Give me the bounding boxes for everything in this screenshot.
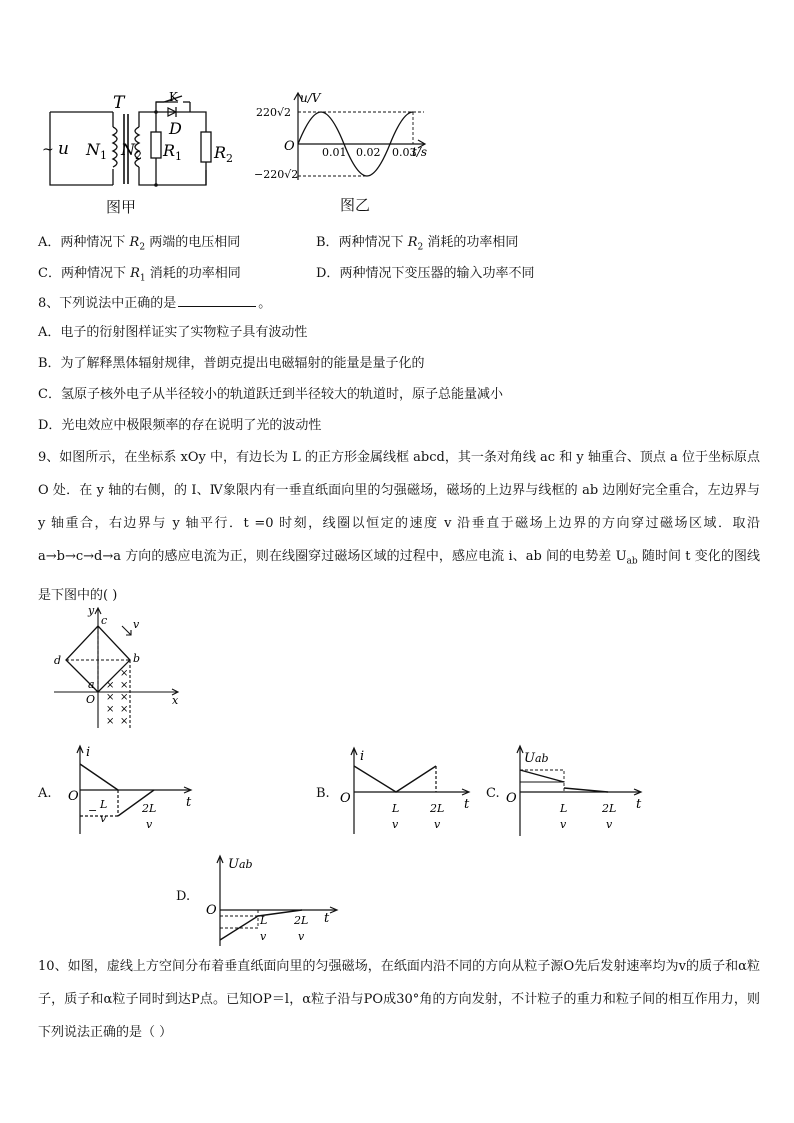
var-sub: 2 (417, 242, 424, 253)
tick-v: v (260, 930, 267, 943)
option-letter: A． (38, 235, 61, 250)
option-text: 两种情况下 (60, 235, 130, 250)
tick-L: L (392, 802, 400, 815)
svg-text:R2 (213, 143, 233, 165)
var-R: R (130, 266, 140, 281)
tick-2L: 2L (602, 802, 617, 815)
label-N2: N (121, 140, 135, 159)
label-y: y (88, 604, 95, 617)
option-letter: C． (38, 266, 61, 281)
label-d: d (54, 654, 62, 667)
q8-option-b[interactable]: B．为了解释黑体辐射规律，普朗克提出电磁辐射的能量是量子化的 (38, 356, 425, 371)
minus-sign: − (88, 804, 98, 817)
label-N1: N (86, 140, 100, 159)
axis-i-label: i (86, 745, 91, 760)
graph-option-b (334, 744, 474, 836)
ymin-label: −220√2 (254, 168, 299, 181)
q9-option-a-label[interactable]: A. (38, 786, 52, 801)
axis-t-label: t/s (412, 145, 428, 159)
tick-v: v (298, 930, 305, 943)
label-K: K (169, 92, 178, 104)
option-text: 两端的电压相同 (145, 235, 241, 250)
tick-L: L (100, 798, 108, 811)
origin-label: O (68, 789, 79, 804)
label-c: c (101, 614, 108, 627)
option-text: 两种情况下 (60, 266, 131, 281)
option-letter: B． (316, 235, 339, 250)
q8-stem-text: 8、下列说法中正确的是 (38, 296, 177, 311)
axis-u-label: u/V (300, 91, 321, 105)
figure-caption-yi: 图乙 (340, 196, 371, 214)
label-u: u (58, 139, 69, 159)
var-sub: 2 (139, 242, 146, 253)
axis-t-label: t (324, 911, 330, 926)
option-text: 两种情况下变压器的输入功率不同 (339, 266, 535, 281)
var-R: R (129, 235, 140, 250)
q8-option-d[interactable]: D．光电效应中极限频率的存在说明了光的波动性 (38, 418, 322, 433)
magnetic-field-crosses (106, 668, 128, 727)
tick-v: v (100, 812, 107, 825)
tick-001: 0.01 (322, 146, 347, 159)
label-N2-sub: 2 (135, 149, 142, 162)
label-O: O (86, 693, 96, 706)
label-N1-sub: 1 (100, 149, 107, 162)
svg-text:Uab (524, 751, 549, 766)
axis-uab-sub: ab (534, 752, 549, 765)
option-letter: D． (316, 266, 340, 281)
q9-stem-text: 9、如图所示，在坐标系 xOy 中，有边长为 L 的正方形金属线框 abcd，其一条对角线 ac 和 y 轴重合、顶点 a 位于坐标原点 O 处．在 y 轴的右侧，的 I、Ⅳ象限内有一垂直纸面向里的匀强磁场，磁场的上边界与线框的 ab 边刚好完全重合，左边界与 y 轴重合，右边界与 y 轴平行．t =0 时刻，线圈以恒定的速度 v 沿垂直于磁场上边界的方向穿过磁场区域．取沿 a→b→c→d→a 方向的感应电流为正，则在线圈穿过磁场区域的过程中，感应电流 i、ab 间的电势差 U (38, 450, 760, 564)
field-cross: × (120, 704, 129, 715)
tick-v: v (606, 818, 613, 831)
graph-option-a (60, 742, 200, 837)
tick-v: v (146, 818, 153, 831)
field-cross: × (120, 692, 129, 703)
field-cross: × (120, 668, 129, 679)
tick-v: v (392, 818, 399, 831)
q9-stem-text-end: 随时间 t 变化的图线是下图中的( ) (38, 549, 760, 603)
tick-L: L (560, 802, 568, 815)
axis-t-label: t (636, 797, 642, 812)
label-v: v (133, 618, 140, 631)
graph-option-d (198, 852, 343, 948)
tick-v: v (560, 818, 567, 831)
tick-003: 0.03 (392, 146, 417, 159)
label-R1-sub: 1 (175, 150, 183, 163)
q9-stem (38, 441, 760, 612)
label-R2-sub: 2 (226, 152, 234, 165)
axis-t-label: t (186, 795, 192, 810)
tick-2L: 2L (142, 802, 157, 815)
svg-text:N1 (85, 140, 107, 162)
answer-blank[interactable] (178, 294, 256, 307)
q8-option-c[interactable]: C．氢原子核外电子从半径较小的轨道跃迁到半径较大的轨道时，原子总能量减小 (38, 387, 503, 402)
q9-stem-sub: ab (626, 556, 638, 567)
option-text: 消耗的功率相同 (145, 266, 241, 281)
var-R: R (407, 235, 418, 250)
q8-option-a[interactable]: A．电子的衍射图样证实了实物粒子具有波动性 (38, 325, 308, 340)
q7-option-b[interactable] (316, 231, 518, 253)
q9-option-d-label[interactable]: D. (176, 889, 191, 904)
tick-2L: 2L (294, 914, 309, 927)
q9-coordinate-figure (44, 604, 184, 730)
label-T: T (113, 93, 125, 113)
axis-uab-label: U (228, 857, 239, 872)
q10-stem: 10、如图，虚线上方空间分布着垂直纸面向里的匀强磁场，在纸面内沿不同的方向从粒子源O先后发射速率均为v的质子和α粒子，质子和α粒子同时到达P点。已知OP＝l，α粒子沿与PO成30°角的方向发射，不计粒子的重力和粒子间的相互作用力，则下列说法正确的是（ ） (38, 959, 760, 1040)
label-R2: R (214, 143, 227, 162)
label-R1: R (163, 141, 176, 160)
figure-caption-jia: 图甲 (106, 198, 137, 216)
label-x: x (172, 694, 179, 707)
field-cross: × (120, 716, 129, 727)
label-D: D (169, 119, 182, 138)
field-cross: × (106, 704, 115, 715)
origin-label: O (284, 139, 295, 154)
q8-stem-end: 。 (258, 296, 272, 311)
q7-option-a[interactable] (38, 231, 240, 253)
label-a: a (88, 678, 95, 691)
option-text: 两种情况下 (338, 235, 408, 250)
sine-graph-yi (254, 90, 434, 182)
tick-002: 0.02 (356, 146, 381, 159)
origin-label: O (206, 903, 217, 918)
field-cross: × (106, 716, 115, 727)
svg-text:R1 (162, 141, 182, 163)
label-b: b (133, 652, 141, 665)
ymax-label: 220√2 (256, 106, 292, 119)
axis-t-label: t (464, 797, 470, 812)
q9-option-b-label[interactable]: B. (316, 786, 330, 801)
ac-tilde: ~ (42, 142, 54, 158)
axis-uab-sub: ab (238, 858, 253, 871)
tick-L: L (260, 914, 268, 927)
origin-label: O (506, 791, 517, 806)
circuit-diagram-jia (38, 92, 248, 192)
axis-uab-label: U (524, 751, 535, 766)
tick-v: v (434, 818, 441, 831)
tick-2L: 2L (430, 802, 445, 815)
axis-i-label: i (360, 749, 365, 764)
graph-option-c (504, 742, 649, 838)
q7-option-d[interactable] (316, 262, 534, 281)
q9-option-c-label[interactable]: C. (486, 786, 500, 801)
option-text: 消耗的功率相同 (423, 235, 519, 250)
origin-label: O (340, 791, 351, 806)
q8-stem (38, 294, 271, 312)
var-sub: 1 (139, 273, 146, 284)
q7-option-c[interactable] (38, 262, 241, 284)
field-cross: × (106, 692, 115, 703)
field-cross: × (106, 680, 115, 691)
field-cross: × (120, 680, 129, 691)
svg-text:Uab (228, 857, 253, 872)
